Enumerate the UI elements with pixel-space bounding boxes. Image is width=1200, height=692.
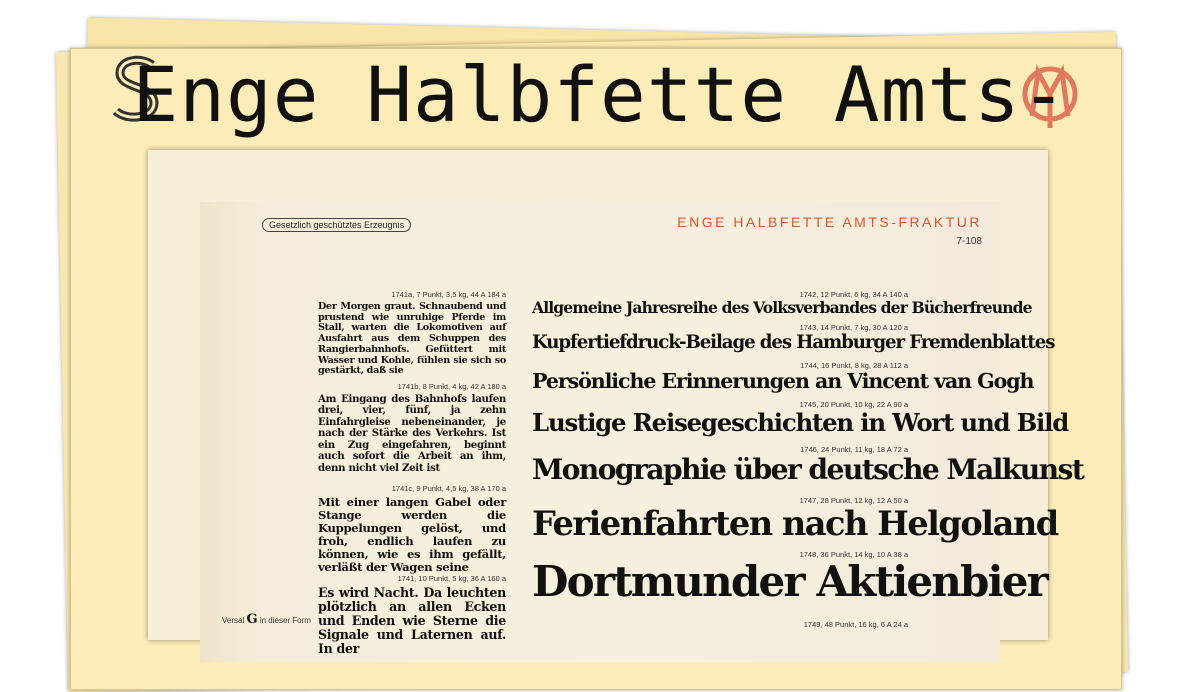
- right-sample: [532, 620, 908, 630]
- versal-letter: G: [246, 612, 258, 627]
- sample-meta: 1749, 48 Punkt, 16 kg, 6 A 24 a: [803, 620, 908, 629]
- right-sample: [532, 550, 1047, 606]
- sample-line: Persönliche Erinnerungen an Vincent van Gogh: [532, 369, 1034, 393]
- sample-meta: 1746, 24 Punkt, 11 kg, 18 A 72 a: [800, 445, 908, 454]
- sample-meta: 1741, 10 Punkt, 5 kg, 36 A 160 a: [397, 574, 506, 583]
- sample-meta: 1741c, 9 Punkt, 4,5 kg, 38 A 170 a: [391, 484, 506, 493]
- left-sample: [318, 382, 506, 474]
- sample-line: Allgemeine Jahresreihe des Volksverbandes der Bücherfreunde: [532, 298, 1032, 317]
- sample-line: Monographie über deutsche Malkunst: [532, 453, 1084, 486]
- right-sample: [532, 496, 1058, 543]
- sample-text: Der Morgen graut. Schnaubend und prustend wie unruhige Pferde im Stall, warten die Lokomotiven auf Ausfahrt aus dem Schuppen des Rangierbahnhofs. Gefüttert mit Wasser und Kohle, fühlen sie sich so gestärkt, daß sie: [318, 301, 506, 377]
- right-sample: [532, 361, 1034, 393]
- right-sample: [532, 323, 1055, 353]
- right-sample: [532, 445, 1084, 486]
- headline: Enge Halbfette Amts-: [132, 50, 1068, 139]
- sample-meta: 1741b, 8 Punkt, 4 kg, 42 A 180 a: [397, 382, 506, 391]
- sample-line: Kupfertiefdruck-Beilage des Hamburger Fremdenblattes: [532, 332, 1055, 353]
- versal-suffix: in dieser Form: [259, 616, 311, 625]
- protected-product-badge: Gesetzlich geschütztes Erzeugnis: [262, 218, 411, 232]
- versal-prefix: Versal: [222, 616, 245, 625]
- sample-meta: 1745, 20 Punkt, 10 kg, 22 A 90 a: [799, 400, 908, 409]
- specimen-series-title: ENGE HALBFETTE AMTS-FRAKTUR: [677, 214, 982, 230]
- sample-meta: 1748, 36 Punkt, 14 kg, 10 A 38 a: [799, 550, 908, 559]
- sample-text: Mit einer langen Gabel oder Stange werden die Kuppelungen gelöst, und froh, endlich laufen zu können, wie es ihm gefällt, verläßt der Wagen seine: [318, 495, 506, 574]
- sample-meta: 1747, 28 Punkt, 12 kg, 12 A 50 a: [799, 496, 908, 505]
- left-sample: [318, 484, 506, 574]
- versal-note: [222, 612, 311, 627]
- specimen-scan: [148, 150, 1084, 657]
- sample-meta: 1743, 14 Punkt, 7 kg, 30 A 120 a: [799, 323, 908, 332]
- specimen-page-number: 7-108: [956, 236, 982, 247]
- sample-text: Am Eingang des Bahnhofs laufen drei, vier, fünf, ja zehn Einfahrgleise nebeneinander, je nach der Stärke des Verkehrs. Ist ein Zug eingefahren, beginnt auch sofort die Arbeit an ihm, denn nicht viel Zeit ist: [318, 393, 506, 474]
- right-sample: [532, 400, 1069, 437]
- sample-text: Es wird Nacht. Da leuchten plötzlich an allen Ecken und Enden wie Sterne die Signale und Laternen auf. In der: [318, 585, 506, 657]
- left-sample: [318, 574, 506, 656]
- sample-line: Lustige Reisegeschichten in Wort und Bild: [532, 408, 1069, 437]
- left-sample: [318, 290, 506, 377]
- sample-line: Dortmunder Aktienbier: [532, 557, 1047, 606]
- sample-meta: 1741a, 7 Punkt, 3,5 kg, 44 A 184 a: [391, 290, 506, 299]
- right-sample: [532, 290, 1032, 317]
- sample-meta: 1744, 16 Punkt, 8 kg, 28 A 112 a: [800, 361, 908, 370]
- sample-meta: 1742, 12 Punkt, 6 kg, 34 A 140 a: [799, 290, 908, 299]
- sample-line: Ferienfahrten nach Helgoland: [532, 503, 1058, 543]
